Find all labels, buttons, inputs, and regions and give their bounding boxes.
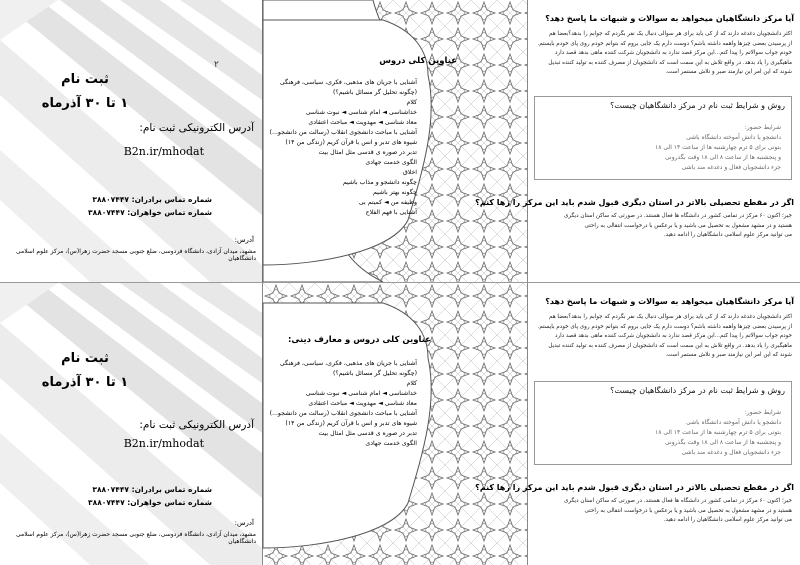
courses-title: عناوین کلی دروس: [379, 56, 457, 66]
conditions-title: روش و شرایط ثبت نام در مرکز دانشگاهیان چیست؟: [610, 386, 785, 395]
condition-item: و پنجشنبه ها از ساعت ۸ الی ۱۸ وقت بگذرونی: [665, 154, 781, 161]
course-item: خداشناسی ◄ امام شناسی ◄ نبوت شناسی: [305, 109, 417, 116]
page-number: ۲: [214, 60, 219, 70]
website-label: آدرس الکترونیکی ثبت نام:: [139, 122, 254, 134]
answer-line: خیر؛ اکنون ۶۰ مرکز در تمامی کشور در دانشگاه ها فعال هستند. در صورتی که ساکن استان دیگری: [564, 498, 792, 504]
course-item: آشنایی با مباحث دانشجوی انقلاب (رسالت من دانشجو...): [269, 129, 417, 136]
condition-item: جزء دانشجویان فعال و دغدغه مند باشی: [681, 164, 781, 171]
answer-line: هستید و در مشهد مشغول به تحصیل می باشید و یا برعکس با درخواست انتقالی به راحتی: [584, 222, 792, 229]
answer-line: ماهیگیری را یاد بدهد. در واقع تلاش به این سمت است که دانشجویان از مصرف کننده به تولید کننده تبدیل: [548, 59, 792, 66]
address-label: آدرس:: [234, 236, 254, 244]
condition-item: جزء دانشجویان فعال و دغدغه مند باشی: [681, 449, 781, 456]
faq-answer-2: [542, 212, 792, 241]
stripe-decoration: [0, 0, 262, 282]
sisters-phone: شماره تماس خواهران: ۳۸۸۰۷۴۴۷: [88, 208, 212, 217]
courses-title: عناوین کلی دروس و معارف دینی:: [288, 335, 431, 345]
brochure-sheet-top: [0, 0, 800, 282]
conditions-title: روش و شرایط ثبت نام در مرکز دانشگاهیان چیست؟: [610, 101, 785, 110]
website-label: آدرس الکترونیکی ثبت نام:: [139, 419, 254, 431]
course-item: تدبر در صوره ی قدسی مثل امثال بیت: [318, 149, 417, 156]
courses-panel: [263, 283, 527, 565]
sisters-phone: شماره تماس خواهران: ۳۸۸۰۷۴۴۷: [88, 498, 212, 507]
course-item: معاد شناسی ◄ مهدویت ◄ مباحث اعتقادی: [308, 119, 417, 126]
course-item: چگونه دانشجو و مذاب باشیم: [342, 179, 417, 186]
registration-conditions-box: [534, 96, 792, 180]
answer-line: شوند که این امر این نیازمند صبر و تلاش مستمر است.: [665, 352, 792, 359]
courses-list: [267, 78, 417, 218]
website-url[interactable]: B2n.ir/mhodat: [123, 145, 204, 158]
condition-item: شرایط حضور:: [744, 124, 781, 131]
faq-answer-2: [542, 497, 792, 526]
course-item: اخلاق: [402, 169, 417, 176]
registration-dates: ۱ تا ۳۰ آذرماه: [41, 96, 129, 111]
address-text: مشهد، میدان آزادی، دانشگاه فردوسی، ضلع جنوبی مسجد حضرت زهرا(س)، مرکز علوم اسلامی دانشگاهیان: [15, 531, 256, 545]
course-item: الگوی خدمت جهادی: [365, 440, 417, 447]
course-item: چگونه بهتر باشیم: [372, 189, 417, 196]
course-item: آشنایی با فهم الفلاح: [365, 209, 417, 216]
course-item: آشنایی با جریان های مذهبی، فکری، سیاسی، فرهنگی: [279, 79, 417, 86]
course-item: کلام: [406, 380, 417, 387]
condition-item: دانشجو یا دانش آموخته دانشگاه باشی: [686, 134, 781, 141]
condition-item: دانشجو یا دانش آموخته دانشگاه باشی: [686, 419, 781, 426]
condition-item: بتونی برای ۵ ترم چهارشنبه ها از ساعت ۱۴ الی ۱۸: [655, 144, 781, 151]
answer-line: خودم جواب سوالاتم را پیدا کنم...این مرکز قصد ندارد به دانشجویان شرکت کننده ماهی بدهد قصد دارد: [554, 333, 792, 340]
course-item: آشنایی با مباحث دانشجوی انقلاب (رسالت من دانشجو...): [269, 410, 417, 417]
faq-answer-1: [537, 313, 792, 361]
registration-title: ثبت نام: [61, 351, 109, 366]
condition-item: و پنجشنبه ها از ساعت ۸ الی ۱۸ وقت بگذرونی: [665, 439, 781, 446]
answer-line: ماهیگیری را یاد بدهد. در واقع تلاش به این سمت است که دانشجویان از مصرف کننده به تولید کننده تبدیل: [548, 342, 792, 349]
course-item: معاد شناسی ◄ مهدویت ◄ مباحث اعتقادی: [308, 400, 417, 407]
faq-answer-1: [537, 30, 792, 78]
answer-line: از پرسیدن بعضی چیزها واهمه داشته باشم؟ دوست دارم یک جایی بروم که بتوانم خودم روی پای خودم بایستم.: [537, 40, 792, 47]
course-item: شیوه های تدبر و انس با قرآن کریم (زندگی من ۱۴): [285, 139, 417, 146]
address-text: مشهد، میدان آزادی، دانشگاه فردوسی، ضلع جنوبی مسجد حضرت زهرا(س)، مرکز علوم اسلامی دانشگاهیان: [15, 248, 256, 262]
answer-line: خیر؛ اکنون ۶۰ مرکز در تمامی کشور در دانشگاه ها فعال هستند. در صورتی که ساکن استان دیگری: [564, 213, 792, 219]
courses-list: [267, 359, 417, 449]
course-item: وظیفه من ◄ کمیتم بی: [358, 199, 417, 206]
brothers-phone: شماره تماس برادران: ۳۸۸۰۷۴۴۷: [92, 485, 212, 494]
faq-question-1: آیا مرکز دانشگاهیان میخواهد به سوالات و شبهات ما پاسخ دهد؟: [545, 14, 794, 23]
answer-line: خودم جواب سوالاتم را پیدا کنم...این مرکز قصد ندارد به دانشجویان شرکت کننده ماهی بدهد قصد دارد: [554, 50, 792, 57]
course-item: آشنایی با جریان های مذهبی، فکری، سیاسی، فرهنگی: [279, 360, 417, 367]
course-item: (چگونه تحلیل گر مسائل باشیم؟): [332, 89, 417, 96]
courses-panel: [263, 0, 527, 282]
conditions-list: [655, 123, 781, 173]
answer-line: اکثر دانشجویان دغدغه دارند که از کی باید برای هر سوالی دنبال یک نفر بگردم که جوابم را بدهد؟بعضا هم: [548, 31, 792, 37]
brothers-phone: شماره تماس برادران: ۳۸۸۰۷۴۴۷: [92, 195, 212, 204]
course-item: کلام: [406, 99, 417, 106]
contact-panel: [0, 283, 262, 565]
registration-title: ثبت نام: [61, 72, 109, 87]
faq-question-2: اگر در مقطع تحصیلی بالاتر در استان دیگری قبول شدم باید این مرکز را رها کنم؟: [475, 483, 794, 492]
website-url[interactable]: B2n.ir/mhodat: [123, 437, 204, 450]
registration-dates: ۱ تا ۳۰ آذرماه: [41, 375, 129, 390]
faq-panel: [475, 283, 800, 565]
brochure-sheet-bottom: [0, 283, 800, 565]
course-item: تدبر در صوره ی قدسی مثل امثال بیت: [318, 430, 417, 437]
course-item: خداشناسی ◄ امام شناسی ◄ نبوت شناسی: [305, 390, 417, 397]
answer-line: می توانید مرکز علوم اسلامی دانشگاهیان را ادامه دهید.: [663, 517, 792, 524]
condition-item: شرایط حضور:: [744, 409, 781, 416]
course-item: شیوه های تدبر و انس با قرآن کریم (زندگی من ۱۴): [285, 420, 417, 427]
faq-question-1: آیا مرکز دانشگاهیان میخواهد به سوالات و شبهات ما پاسخ دهد؟: [545, 297, 794, 306]
course-item: (چگونه تحلیل گر مسائل باشیم؟): [332, 370, 417, 377]
answer-line: از پرسیدن بعضی چیزها واهمه داشته باشم؟ دوست دارم یک جایی بروم که بتوانم خودم روی پای خودم بایستم.: [537, 323, 792, 330]
answer-line: اکثر دانشجویان دغدغه دارند که از کی باید برای هر سوالی دنبال یک نفر بگردم که جوابم را بدهد؟بعضا هم: [548, 314, 792, 320]
course-item: الگوی خدمت جهادی: [365, 159, 417, 166]
registration-conditions-box: [534, 381, 792, 465]
faq-question-2: اگر در مقطع تحصیلی بالاتر در استان دیگری قبول شدم باید این مرکز را رها کنم؟: [475, 198, 794, 207]
address-label: آدرس:: [234, 519, 254, 527]
answer-line: شوند که این امر این نیازمند صبر و تلاش مستمر است.: [665, 69, 792, 76]
answer-line: می توانید مرکز علوم اسلامی دانشگاهیان را ادامه دهید.: [663, 232, 792, 239]
answer-line: هستید و در مشهد مشغول به تحصیل می باشید و یا برعکس با درخواست انتقالی به راحتی: [584, 507, 792, 514]
condition-item: بتونی برای ۵ ترم چهارشنبه ها از ساعت ۱۴ الی ۱۸: [655, 429, 781, 436]
contact-panel: [0, 0, 262, 282]
conditions-list: [655, 408, 781, 458]
faq-panel: [475, 0, 800, 282]
